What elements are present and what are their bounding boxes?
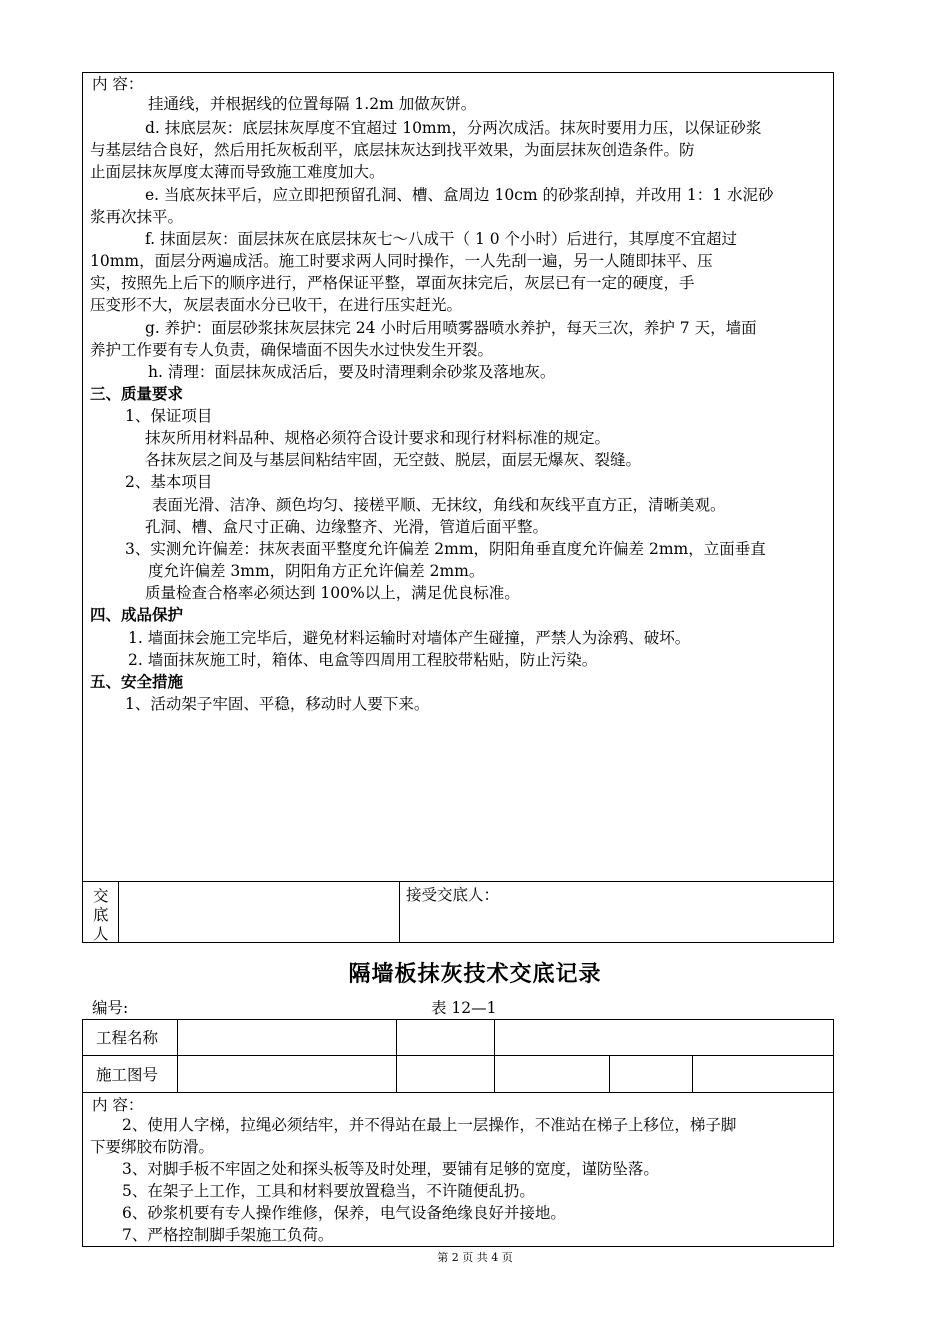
page-footer: 第 2 页 共 4 页 [437,1251,513,1264]
sheet2-content-label: 内 容： [92,1096,144,1114]
sheet1-line: 浆再次抹平。 [90,208,184,226]
section3-item: 质量检查合格率必须达到 100%以上，满足优良标准。 [145,584,520,602]
sheet1-line: h. 清理：面层抹灰成活后，要及时清理剩余砂浆及落地灰。 [148,363,556,381]
sheet1-line: 养护工作要有专人负责，确保墙面不因失水过快发生开裂。 [90,341,494,359]
form-col-divider [396,1019,397,1092]
section3-title: 三、质量要求 [90,385,184,403]
section3-item: 各抹灰层之间及与基层间粘结牢固，无空鼓、脱层，面层无爆灰、裂缝。 [145,451,642,469]
sheet1-line: 10mm，面层分两遍成活。施工时要求两人同时操作，一人先刮一遍，另一人随即抹平、压 [90,252,713,270]
sheet2-line: 下要绑胶布防滑。 [90,1138,215,1156]
section3-item: 孔洞、槽、盒尺寸正确、边缘整齐、光滑，管道后面平整。 [145,518,549,536]
section4-item: 1. 墙面抹会施工完毕后，避免材料运输时对墙体产生碰撞，严禁人为涂鸦、破坏。 [128,629,691,647]
form-number: 表 12—1 [431,999,497,1017]
section4-title: 四、成品保护 [90,606,184,624]
section3-item: 2、基本项目 [125,473,213,491]
sheet2-line: 7、严格控制脚手架施工负荷。 [122,1226,334,1244]
sheet2-line: 3、对脚手板不牢固之处和探头板等及时处理，要铺有足够的宽度，谨防坠落。 [122,1160,659,1178]
sheet2-line: 6、砂浆机要有专人操作维修，保养，电气设备绝缘良好并接地。 [122,1204,566,1222]
drawing-number-label: 施工图号 [96,1066,159,1084]
section3-item: 1、保证项目 [125,407,213,425]
sheet1-line: d. 抹底层灰：底层抹灰厚度不宜超过 10mm，分两次成活。抹灰时要用力压，以保证砂浆 [145,119,762,137]
sheet1-line: f. 抹面层灰：面层抹灰在底层抹灰七～八成干（ 1 0 个小时）后进行，其厚度不宜超过 [145,230,738,248]
sheet2-line: 5、在架子上工作，工具和材料要放置稳当，不许随便乱扔。 [122,1182,535,1200]
sheet1-footer-col1-divider [118,881,119,943]
sheet1-footer-divider [82,881,834,882]
sheet1-content-label: 内 容： [92,75,144,93]
section4-item: 2. 墙面抹灰施工时，箱体、电盒等四周用工程胶带粘贴，防止污染。 [128,651,598,669]
form-col-divider [177,1019,178,1092]
handover-label-char: 人 [93,925,109,943]
section5-item: 1、活动架子牢固、平稳，移动时人要下来。 [125,695,430,713]
sheet1-line: 压变形不大，灰层表面水分已收干，在进行压实赶光。 [90,296,463,314]
form-col-divider [494,1019,495,1092]
sheet1-footer-col2-divider [399,881,400,943]
sheet1-line: g. 养护：面层砂浆抹灰层抹完 24 小时后用喷雾器喷水养护，每天三次，养护 7 天，墙面 [145,319,757,337]
section3-item: 度允许偏差 3mm，阴阳角方正允许偏差 2mm。 [148,562,485,580]
sheet1-line: 止面层抹灰厚度太薄而导致施工难度加大。 [90,163,385,181]
sheet2-line: 2、使用人字梯，拉绳必须结牢，并不得站在最上一层操作，不准站在梯子上移位，梯子脚 [122,1116,737,1134]
sheet1-line: 挂通线，并根据线的位置每隔 1.2m 加做灰饼。 [148,95,477,113]
sheet1-line: e. 当底灰抹平后，应立即把预留孔洞、槽、盒周边 10cm 的砂浆刮掉，并改用 1：1 水泥砂 [145,186,774,204]
sheet1-line: 与基层结合良好，然后用托灰板刮平，底层抹灰达到找平效果，为面层抹灰创造条件。防 [90,141,695,159]
form-col-divider [609,1055,610,1092]
handover-label-char: 底 [93,906,109,924]
page-title: 隔墙板抹灰技术交底记录 [348,962,602,987]
receiver-label: 接受交底人： [406,886,500,904]
section3-item: 3、实测允许偏差：抹灰表面平整度允许偏差 2mm，阴阳角垂直度允许偏差 2mm，立面垂直 [125,540,766,558]
section5-title: 五、安全措施 [90,673,184,691]
form-row-divider [82,1055,834,1056]
project-name-label: 工程名称 [96,1029,159,1047]
form-row-divider [82,1092,834,1093]
sheet1-line: 实，按照先上后下的顺序进行，严格保证平整，罩面灰抹完后，灰层已有一定的硬度，手 [90,274,695,292]
number-label: 编号: [92,999,129,1017]
handover-label-char: 交 [93,887,109,905]
form-col-divider [692,1055,693,1092]
section3-item: 表面光滑、洁净、颜色均匀、接槎平顺、无抹纹，角线和灰线平直方正，清晰美观。 [152,496,726,514]
section3-item: 抹灰所用材料品种、规格必须符合设计要求和现行材料标准的规定。 [145,429,611,447]
